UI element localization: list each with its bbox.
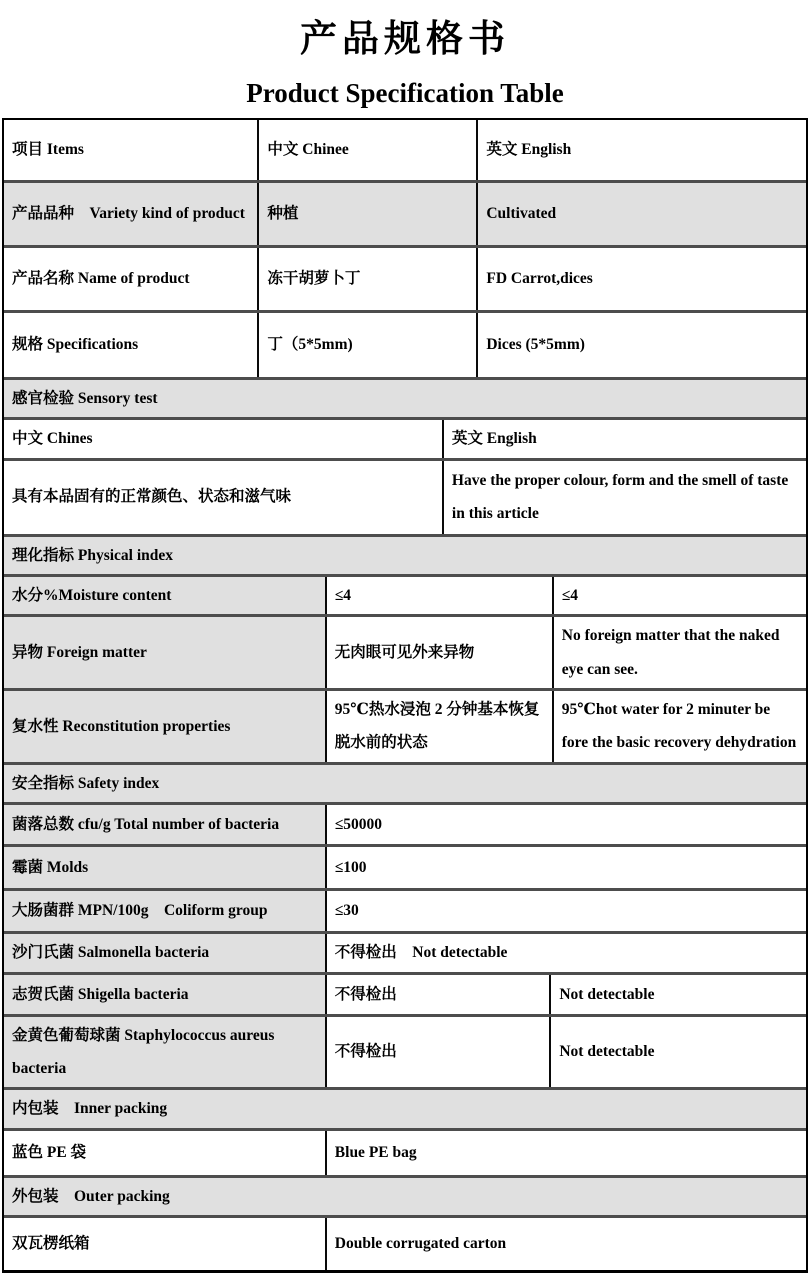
cell-text: Have the proper colour, form and the smell of taste in this article: [451, 471, 789, 523]
cell-text: 蓝色 PE 袋: [12, 1144, 87, 1162]
row-sensory-lang-header: [4, 417, 806, 457]
spec-table: [2, 118, 808, 1273]
cell-text: ≤30: [334, 902, 359, 920]
cell-molds-1: [325, 847, 806, 888]
cell-total-bacteria-1: [325, 805, 806, 844]
cell-text: 感官检验 Sensory test: [12, 390, 158, 407]
cell-outer-packing-1: [325, 1218, 806, 1270]
cell-staphylococcus-0: [4, 1017, 325, 1088]
cell-text: 复水性 Reconstitution properties: [12, 717, 231, 735]
cell-text: 95℃hot water for 2 minuter be fore the basic recovery dehydration: [561, 700, 797, 752]
cell-staphylococcus-2: [549, 1017, 806, 1088]
row-total-bacteria: [4, 802, 806, 844]
row-safety-section: [4, 762, 806, 802]
cell-product-name-2: [476, 248, 806, 310]
cell-coliform-group-1: [325, 891, 806, 931]
cell-specifications-1: [257, 313, 476, 377]
cell-columns-header-0: [4, 120, 257, 180]
cell-specifications-0: [4, 313, 257, 377]
cell-text: Not detectable: [559, 985, 655, 1003]
cell-outer-packing-0: [4, 1218, 325, 1270]
cell-text: 霉菌 Molds: [12, 858, 89, 876]
cell-text: 志贺氏菌 Shigella bacteria: [12, 985, 189, 1003]
cell-safety-section-0: [4, 765, 806, 802]
cell-text: 金黄色葡萄球菌 Staphylococcus aureus bacteria: [12, 1026, 275, 1078]
cell-text: 规格 Specifications: [12, 336, 139, 354]
cell-text: ≤100: [334, 858, 367, 876]
cell-inner-packing-1: [325, 1131, 806, 1175]
cell-text: 不得检出: [334, 985, 397, 1003]
cell-sensory-section-0: [4, 380, 806, 417]
row-inner-packing: [4, 1128, 806, 1175]
cell-text: 安全指标 Safety index: [12, 774, 160, 792]
row-coliform-group: [4, 888, 806, 931]
cell-sensory-description-0: [4, 461, 442, 534]
row-staphylococcus: [4, 1014, 806, 1088]
cell-text: 产品名称 Name of product: [12, 270, 190, 288]
cell-text: 产品品种 Variety kind of product: [12, 205, 245, 223]
row-molds: [4, 844, 806, 888]
cell-text: 不得检出 Not detectable: [334, 944, 508, 962]
cell-salmonella-1: [325, 934, 806, 972]
cell-shigella-0: [4, 975, 325, 1014]
row-physical-section: [4, 534, 806, 574]
cell-reconstitution-0: [4, 691, 325, 762]
cell-moisture-0: [4, 577, 325, 614]
cell-foreign-matter-0: [4, 617, 325, 688]
row-outer-packing: [4, 1215, 806, 1270]
cell-product-name-0: [4, 248, 257, 310]
row-shigella: [4, 972, 806, 1014]
cell-moisture-2: [552, 577, 806, 614]
cell-reconstitution-2: [552, 691, 806, 762]
cell-text: 异物 Foreign matter: [12, 643, 147, 661]
cell-text: 菌落总数 cfu/g Total number of bacteria: [12, 815, 280, 833]
cell-text: ≤4: [334, 586, 352, 604]
cell-text: 英文 English: [451, 430, 537, 448]
cell-columns-header-1: [257, 120, 476, 180]
cell-text: 水分%Moisture content: [12, 586, 172, 604]
row-variety-kind: [4, 180, 806, 245]
cell-sensory-lang-header-1: [442, 420, 806, 457]
cell-molds-0: [4, 847, 325, 888]
cell-text: 外包装 Outer packing: [12, 1187, 170, 1205]
cell-text: 双瓦楞纸箱: [12, 1235, 90, 1253]
cell-moisture-1: [325, 577, 552, 614]
cell-text: 95℃热水浸泡 2 分钟基本恢复脱水前的状态: [334, 700, 540, 752]
row-specifications: [4, 310, 806, 377]
cell-salmonella-0: [4, 934, 325, 972]
cell-foreign-matter-1: [325, 617, 552, 688]
cell-text: 大肠菌群 MPN/100g Coliform group: [12, 902, 268, 920]
row-outer-packing-section: [4, 1175, 806, 1215]
cell-text: 沙门氏菌 Salmonella bacteria: [12, 944, 210, 962]
cell-text: ≤50000: [334, 815, 383, 833]
cell-text: ≤4: [561, 586, 579, 604]
cell-text: 具有本品固有的正常颜色、状态和滋气味: [12, 488, 292, 506]
cell-product-name-1: [257, 248, 476, 310]
row-product-name: [4, 245, 806, 310]
cell-outer-packing-section-0: [4, 1178, 806, 1215]
cell-total-bacteria-0: [4, 805, 325, 844]
cell-text: Blue PE bag: [334, 1144, 417, 1162]
row-foreign-matter: [4, 614, 806, 688]
cell-staphylococcus-1: [325, 1017, 550, 1088]
row-columns-header: [4, 120, 806, 180]
cell-text: 内包装 Inner packing: [12, 1100, 168, 1118]
row-inner-packing-section: [4, 1087, 806, 1127]
cell-inner-packing-section-0: [4, 1090, 806, 1127]
cell-specifications-2: [476, 313, 806, 377]
cell-text: 种植: [267, 205, 299, 223]
cell-text: 英文 English: [486, 141, 572, 159]
cell-coliform-group-0: [4, 891, 325, 931]
cell-reconstitution-1: [325, 691, 552, 762]
cell-columns-header-2: [476, 120, 806, 180]
row-sensory-section: [4, 377, 806, 417]
cell-inner-packing-0: [4, 1131, 325, 1175]
cell-text: Double corrugated carton: [334, 1235, 507, 1253]
cell-text: No foreign matter that the naked eye can see.: [561, 627, 780, 678]
cell-text: 冻干胡萝卜丁: [267, 270, 361, 288]
cell-text: 中文 Chines: [12, 430, 93, 448]
cell-text: 理化指标 Physical index: [12, 546, 174, 564]
cell-text: 项目 Items: [12, 141, 84, 159]
cell-text: 中文 Chinee: [267, 141, 349, 159]
cell-sensory-description-1: [442, 461, 806, 534]
row-salmonella: [4, 931, 806, 972]
cell-text: Cultivated: [486, 205, 557, 223]
row-sensory-description: [4, 458, 806, 534]
cell-variety-kind-0: [4, 183, 257, 245]
cell-variety-kind-2: [476, 183, 806, 245]
cell-shigella-1: [325, 975, 550, 1014]
cell-text: 无肉眼可见外来异物: [334, 643, 475, 661]
cell-text: FD Carrot,dices: [486, 270, 593, 288]
page-title-chinese: 产品规格书: [300, 19, 510, 60]
page-title-english: Product Specification Table: [246, 78, 564, 108]
row-moisture: [4, 574, 806, 614]
cell-foreign-matter-2: [552, 617, 806, 688]
cell-text: 丁（5*5mm): [267, 336, 353, 354]
cell-variety-kind-1: [257, 183, 476, 245]
cell-shigella-2: [549, 975, 806, 1014]
row-reconstitution: [4, 688, 806, 762]
cell-sensory-lang-header-0: [4, 420, 442, 457]
cell-text: Dices (5*5mm): [486, 336, 585, 354]
cell-text: 不得检出: [334, 1043, 397, 1061]
cell-text: Not detectable: [559, 1043, 655, 1061]
cell-physical-section-0: [4, 537, 806, 574]
